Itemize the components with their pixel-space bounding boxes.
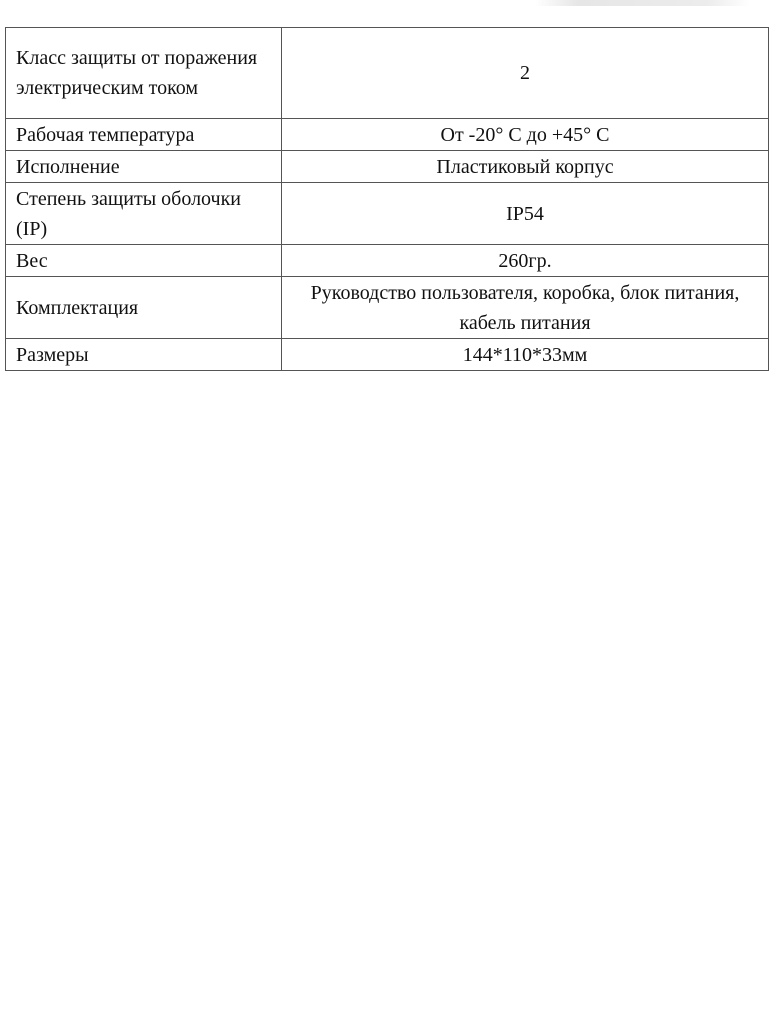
spec-value: 144*110*33мм	[282, 339, 769, 371]
spec-value: От -20° С до +45° С	[282, 119, 769, 151]
table-row	[6, 277, 769, 339]
table-row	[6, 339, 769, 371]
spec-label: Комплектация	[6, 277, 282, 339]
spec-label: Исполнение	[6, 151, 282, 183]
spec-label: Класс защиты от поражения электрическим током	[6, 28, 282, 119]
table-row	[6, 183, 769, 245]
spec-label: Степень защиты оболочки (IP)	[6, 183, 282, 245]
spec-value: IP54	[282, 183, 769, 245]
spec-label: Вес	[6, 245, 282, 277]
specifications-table	[5, 27, 769, 371]
table-row	[6, 245, 769, 277]
table-row	[6, 151, 769, 183]
spec-value: 2	[282, 28, 769, 119]
spec-label: Рабочая температура	[6, 119, 282, 151]
spec-label: Размеры	[6, 339, 282, 371]
spec-value: Пластиковый корпус	[282, 151, 769, 183]
table-row	[6, 28, 769, 119]
table-row	[6, 119, 769, 151]
spec-value: 260гр.	[282, 245, 769, 277]
top-edge-fragment	[535, 0, 750, 6]
spec-value: Руководство пользователя, коробка, блок питания, кабель питания	[282, 277, 769, 339]
